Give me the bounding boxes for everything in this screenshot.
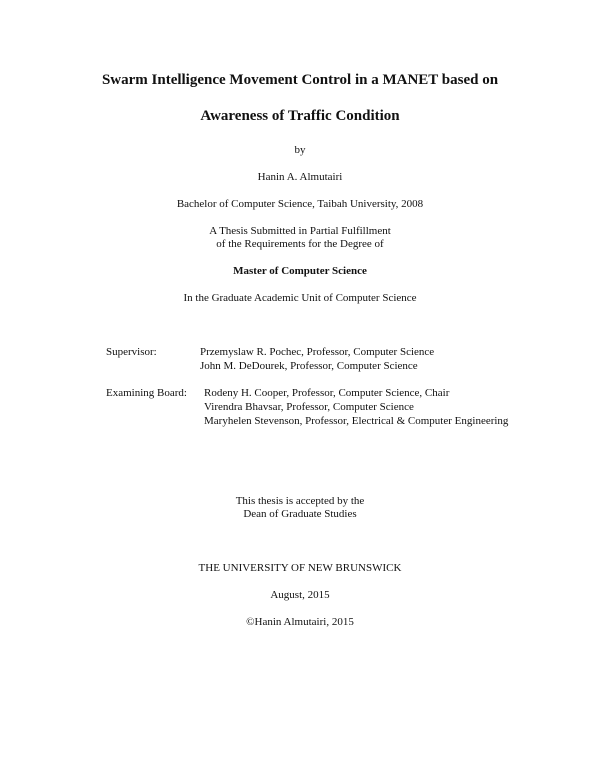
supervisor-1: Przemyslaw R. Pochec, Professor, Computer Science xyxy=(200,346,435,358)
copyright: ©Hanin Almutairi, 2015 xyxy=(246,616,354,628)
board-member-1: Rodeny H. Cooper, Professor, Computer Science, Chair xyxy=(204,387,450,399)
supervisor-2: John M. DeDourek, Professor, Computer Science xyxy=(200,360,418,372)
accepted-line-2: Dean of Graduate Studies xyxy=(243,508,357,520)
prior-degree: Bachelor of Computer Science, Taibah University, 2008 xyxy=(176,198,424,210)
accepted-line-1: This thesis is accepted by the xyxy=(235,495,365,507)
author: Hanin A. Almutairi xyxy=(257,171,343,183)
board-member-2: Virendra Bhavsar, Professor, Computer Science xyxy=(204,401,414,413)
submission-line-2: of the Requirements for the Degree of xyxy=(216,238,384,250)
by-text: by xyxy=(294,144,306,156)
academic-unit: In the Graduate Academic Unit of Computer Science xyxy=(183,292,417,304)
university: THE UNIVERSITY OF NEW BRUNSWICK xyxy=(198,562,402,574)
board-label: Examining Board: xyxy=(106,387,187,399)
supervisor-label: Supervisor: xyxy=(106,346,157,358)
degree: Master of Computer Science xyxy=(233,265,367,277)
title-line-1: Swarm Intelligence Movement Control in a MANET based on xyxy=(101,72,499,88)
title-line-2: Awareness of Traffic Condition xyxy=(200,108,400,124)
board-member-3: Maryhelen Stevenson, Professor, Electrical & Computer Engineering xyxy=(204,415,509,427)
submission-line-1: A Thesis Submitted in Partial Fulfillment xyxy=(209,225,391,237)
date: August, 2015 xyxy=(270,589,330,601)
